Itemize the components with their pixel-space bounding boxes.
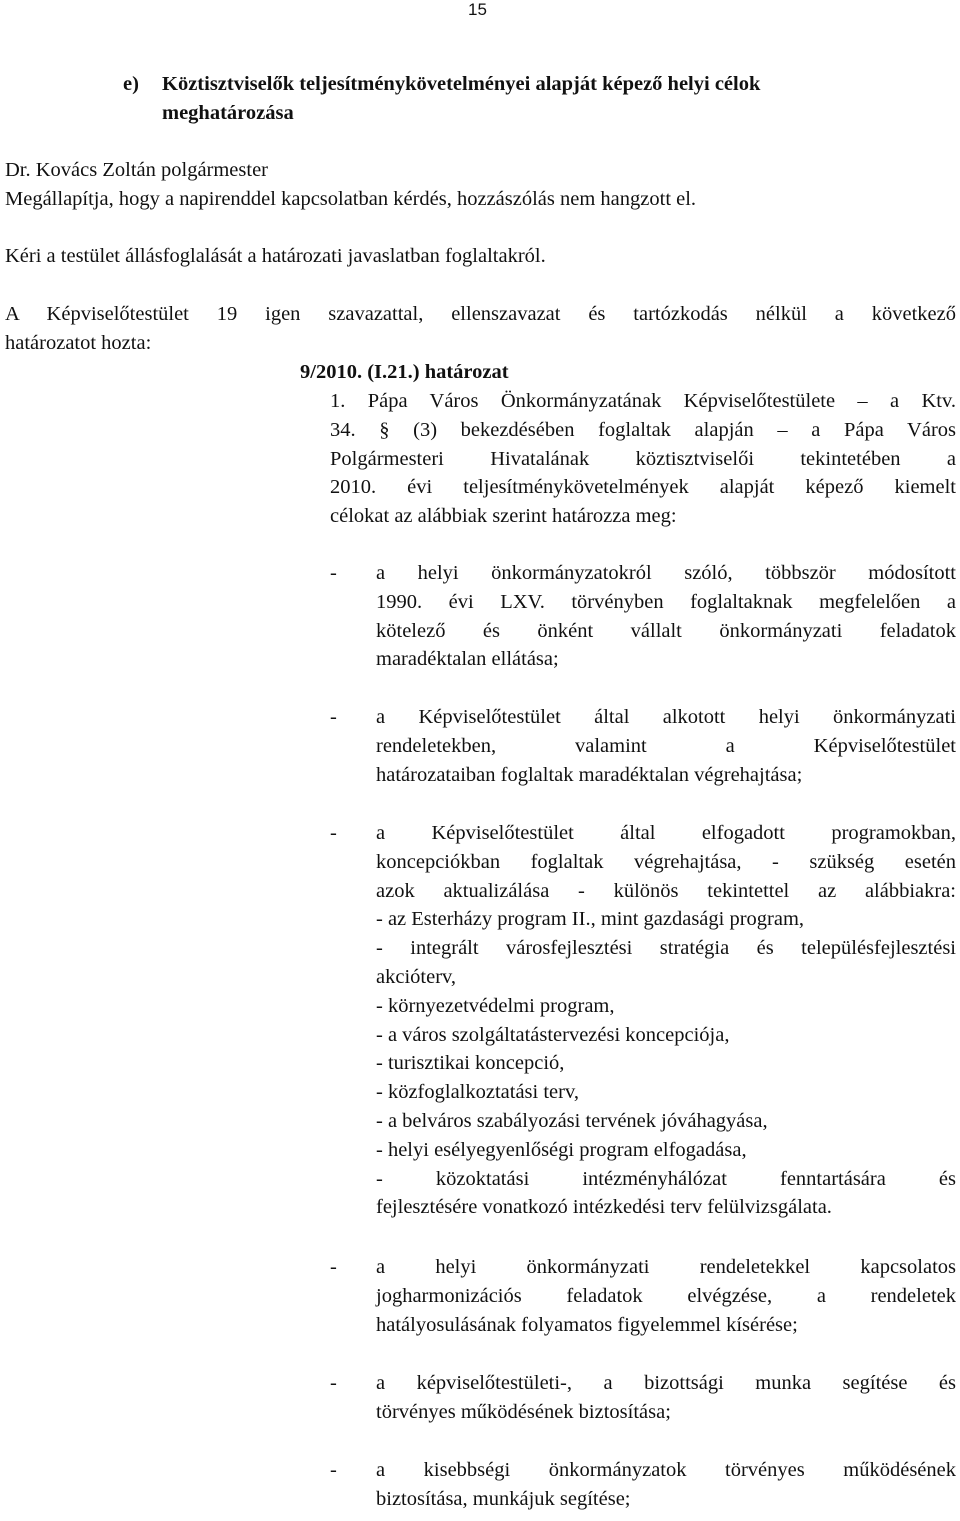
list-item-line: - turisztikai koncepció, [376, 1052, 565, 1075]
list-item-line: - környezetvédelmi program, [376, 994, 615, 1017]
list-item-line: maradéktalan ellátása; [376, 648, 559, 671]
list-item-line: határozataiban foglaltak maradéktalan végrehajtása; [376, 763, 803, 786]
list-item-line: hatályosulásának folyamatos figyelemmel kísérése; [376, 1313, 798, 1336]
list-item-line: - helyi esélyegyenlőségi program elfogadása, [376, 1138, 747, 1161]
list-item-dash: - [330, 706, 337, 728]
speaker-name: Dr. Kovács Zoltán polgármester [5, 159, 269, 181]
section-title-line-2: meghatározása [162, 102, 294, 124]
vote-result-line-2: határozatot hozta: [5, 332, 152, 354]
statement-no-comments: Megállapítja, hogy a napirenddel kapcsolatban kérdés, hozzászólás nem hangzott el. [5, 188, 697, 210]
list-item-line: koncepciókban foglaltak végrehajtása, - szükség esetén [376, 850, 956, 873]
list-item-line: kötelező és önként vállalt önkormányzati feladatok [376, 619, 956, 642]
list-item-line: - integrált városfejlesztési stratégia és településfejlesztési [376, 937, 956, 960]
list-item-line: rendeletekben, valamint a Képviselőtestület [376, 734, 956, 757]
list-item-line: a Képviselőtestület által alkotott helyi önkormányzati [376, 706, 956, 728]
resolution-title: 9/2010. (I.21.) határozat [300, 361, 509, 383]
list-item-dash: - [330, 1372, 337, 1394]
list-item-line: a helyi önkormányzatokról szóló, többször módosított [376, 562, 956, 584]
list-item-line: a képviselőtestületi-, a bizottsági munka segítése és [376, 1372, 956, 1394]
list-item-line: a kisebbségi önkormányzatok törvényes működésének [376, 1459, 956, 1481]
resolution-intro-line: 34. § (3) bekezdésében foglaltak alapján – a Pápa Város [330, 418, 956, 441]
list-item-line: - a belváros szabályozási tervének jóváhagyása, [376, 1110, 768, 1132]
list-item-line: - az Esterházy program II., mint gazdasági program, [376, 908, 805, 931]
list-item-dash: - [330, 1459, 337, 1481]
resolution-intro-line: 2010. évi teljesítménykövetelmények alapját képező kiemelt [330, 476, 956, 499]
section-title-line-1: Köztisztviselők teljesítménykövetelményei alapját képező helyi célok [162, 73, 761, 95]
list-item-line: a Képviselőtestület által elfogadott programokban, [376, 822, 956, 844]
list-item-dash: - [330, 562, 337, 584]
list-item-dash: - [330, 1256, 337, 1278]
list-item-line: azok aktualizálása - különös tekintettel az alábbiakra: [376, 879, 956, 902]
list-item-line: 1990. évi LXV. törvényben foglaltaknak megfelelően a [376, 590, 956, 613]
list-item-dash: - [330, 822, 337, 844]
list-item-line: fejlesztésére vonatkozó intézkedési terv felülvizsgálata. [376, 1196, 832, 1219]
resolution-intro-line: 1. Pápa Város Önkormányzatának Képviselőtestülete – a Ktv. [330, 390, 956, 412]
list-item-line: törvényes működésének biztosítása; [376, 1400, 671, 1423]
resolution-intro-line: Polgármesteri Hivatalának köztisztviselői tekintetében a [330, 447, 956, 470]
list-item-line: - közoktatási intézményhálózat fenntartására és [376, 1167, 956, 1190]
page-number: 15 [468, 0, 487, 19]
list-item-line: a helyi önkormányzati rendeletekkel kapcsolatos [376, 1256, 956, 1278]
vote-result-line-1: A Képviselőtestület 19 igen szavazattal, ellenszavazat és tartózkodás nélkül a következő [5, 303, 956, 325]
section-label: e) [123, 73, 139, 95]
statement-request-vote: Kéri a testület állásfoglalását a határozati javaslatban foglaltakról. [5, 245, 546, 267]
list-item-line: - közfoglalkoztatási terv, [376, 1081, 580, 1104]
list-item-line: biztosítása, munkájuk segítése; [376, 1487, 631, 1510]
resolution-intro-line: célokat az alábbiak szerint határozza meg: [330, 505, 677, 528]
list-item-line: akcióterv, [376, 966, 457, 988]
list-item-line: - a város szolgáltatástervezési koncepciója, [376, 1023, 730, 1046]
list-item-line: jogharmonizációs feladatok elvégzése, a rendeletek [376, 1284, 956, 1307]
